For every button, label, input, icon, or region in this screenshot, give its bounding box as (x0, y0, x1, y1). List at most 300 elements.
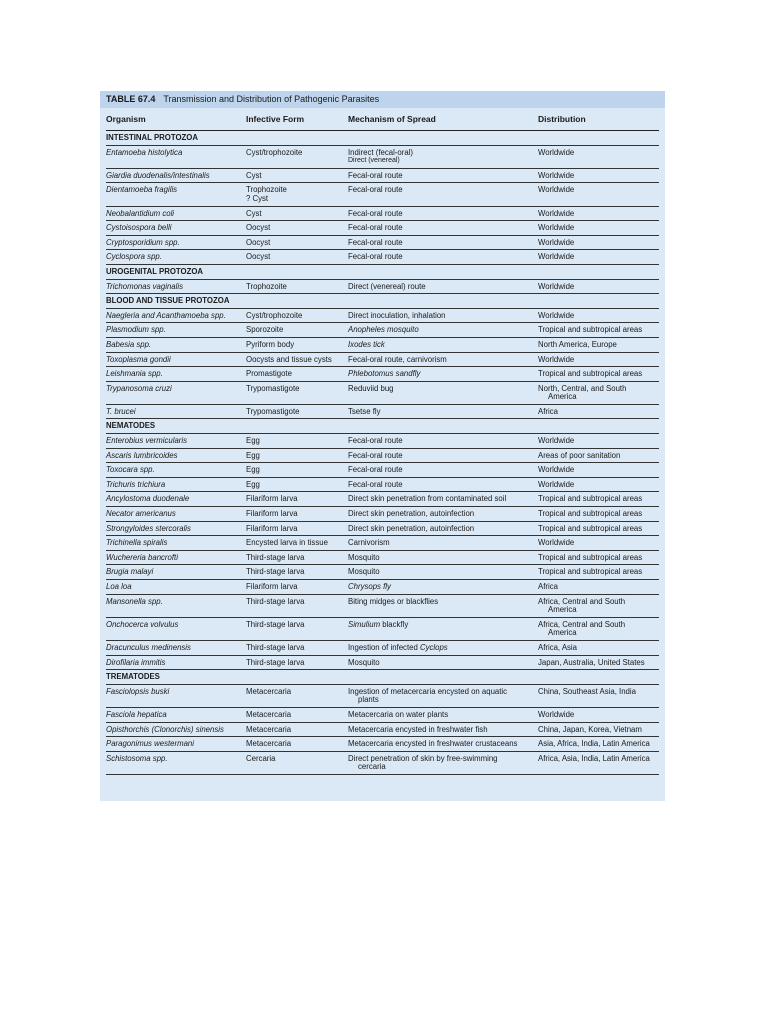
table-title-bar (100, 91, 665, 108)
organism-cell: Dirofilaria immitis (106, 657, 166, 667)
organism-cell: Toxocara spp. (106, 465, 155, 475)
mechanism-text: Chrysops fly (348, 582, 391, 591)
distribution-cell (538, 370, 659, 379)
infective-form-text: Third-stage larva (246, 657, 305, 667)
organism-cell: Ascaris lumbricoides (106, 450, 178, 460)
distribution-text: Worldwide (538, 224, 575, 233)
table-row (106, 309, 659, 324)
infective-form-text: Metacercaria (246, 709, 292, 719)
organism-cell: Leishmania spp. (106, 369, 163, 379)
infective-form-cell (246, 437, 348, 446)
distribution-cell (538, 740, 659, 749)
organism-cell: Cystoisospora belli (106, 223, 172, 233)
distribution-text: Tropical and subtropical areas (538, 495, 643, 504)
mechanism-text: Fecal-oral route (348, 223, 403, 233)
table-row (106, 207, 659, 222)
organism-cell: Schistosoma spp. (106, 753, 168, 763)
distribution-cell (538, 621, 659, 638)
distribution-cell (538, 659, 659, 668)
infective-form-cell (246, 711, 348, 720)
infective-form-text: Oocyst (246, 237, 271, 247)
mechanism-text-2: Direct (venereal) (348, 157, 400, 165)
infective-form-text: Cyst (246, 208, 262, 218)
distribution-cell (538, 172, 659, 181)
infective-form-cell (246, 481, 348, 490)
infective-form-text-2: ? Cyst (246, 193, 269, 203)
mechanism-cell (348, 452, 538, 461)
distribution-cell (538, 385, 659, 402)
mechanism-cell (348, 539, 538, 548)
table-row (106, 492, 659, 507)
infective-form-text: Cyst/trophozoite (246, 310, 303, 320)
table-number: TABLE 67.4 (106, 94, 156, 104)
mechanism-cell (348, 437, 538, 446)
distribution-text: Asia, Africa, India, Latin America (538, 740, 650, 749)
infective-form-cell (246, 356, 348, 365)
mechanism-cell (348, 253, 538, 262)
infective-form-cell (246, 283, 348, 292)
organism-cell: Trypanosoma cruzi (106, 383, 172, 393)
section-header: BLOOD AND TISSUE PROTOZOA (106, 294, 659, 309)
table-body (106, 131, 659, 775)
distribution-text: Worldwide (538, 171, 575, 180)
table-row (106, 449, 659, 464)
infective-form-cell (246, 172, 348, 181)
organism-cell: Dientamoeba fragilis (106, 185, 178, 195)
infective-form-cell (246, 740, 348, 749)
distribution-text: Worldwide (538, 710, 575, 719)
infective-form-cell (246, 568, 348, 577)
organism-cell: Ancylostoma duodenale (106, 494, 190, 504)
table-row (106, 146, 659, 169)
distribution-text: Worldwide (538, 282, 575, 291)
organism-cell: Enterobius vermicularis (106, 436, 188, 446)
distribution-text: Worldwide (538, 311, 575, 320)
distribution-text: Africa, Central and South (538, 597, 626, 606)
distribution-cell (538, 688, 659, 705)
infective-form-text: Egg (246, 465, 260, 475)
infective-form-cell (246, 149, 348, 166)
table-title: Transmission and Distribution of Pathogenic Parasites (163, 94, 380, 104)
mechanism-text: Direct skin penetration from contaminated soil (348, 494, 507, 504)
section-header: UROGENITAL PROTOZOA (106, 265, 659, 280)
mechanism-text: Ingestion of metacercaria encysted on aquatic (348, 686, 508, 696)
mechanism-cell (348, 312, 538, 321)
distribution-cell (538, 239, 659, 248)
mechanism-cell (348, 598, 538, 615)
organism-cell: Paragonimus westermani (106, 739, 194, 749)
table-row (106, 708, 659, 723)
mechanism-cell (348, 186, 538, 203)
table-row (106, 478, 659, 493)
infective-form-text: Filariform larva (246, 494, 298, 504)
mechanism-text: Carnivorism (348, 538, 390, 548)
organism-cell: Plasmodium spp. (106, 325, 166, 335)
mechanism-text: Phlebotomus sandfly (348, 369, 421, 379)
infective-form-cell (246, 688, 348, 705)
table-row (106, 752, 659, 775)
distribution-cell (538, 149, 659, 166)
organism-cell: Cryptosporidium spp. (106, 237, 180, 247)
table-row (106, 405, 659, 420)
distribution-text: Tropical and subtropical areas (538, 326, 643, 335)
distribution-cell (538, 341, 659, 350)
infective-form-text: Third-stage larva (246, 567, 305, 577)
infective-form-text: Metacercaria (246, 739, 292, 749)
organism-cell: Babesia spp. (106, 339, 152, 349)
organism-cell: Opisthorchis (Clonorchis) sinensis (106, 724, 224, 734)
distribution-text: Worldwide (538, 186, 575, 195)
organism-cell: Giardia duodenalis/intestinalis (106, 170, 210, 180)
mechanism-cell (348, 554, 538, 563)
distribution-cell (538, 253, 659, 262)
table-panel (100, 91, 665, 801)
mechanism-text: Metacercaria encysted in freshwater crustaceans (348, 739, 518, 749)
infective-form-text: Promastigote (246, 369, 292, 379)
mechanism-text: Fecal-oral route (348, 436, 403, 446)
organism-cell: Necator americanus (106, 509, 176, 519)
distribution-text: Worldwide (538, 480, 575, 489)
table-row (106, 737, 659, 752)
organism-cell: Naegleria and Acanthamoeba spp. (106, 310, 226, 320)
organism-cell: Wuchereria bancrofti (106, 552, 178, 562)
mechanism-cell (348, 149, 538, 166)
distribution-text-2: America (548, 605, 577, 615)
table-row (106, 565, 659, 580)
mechanism-text: Direct penetration of skin by free-swimming (348, 753, 498, 763)
mechanism-text: Metacercaria encysted in freshwater fish (348, 724, 488, 734)
mechanism-text: Reduviid bug (348, 383, 394, 393)
distribution-text: Worldwide (538, 437, 575, 446)
table-row (106, 338, 659, 353)
infective-form-text: Oocyst (246, 252, 271, 262)
distribution-cell (538, 481, 659, 490)
infective-form-text: Pyriform body (246, 339, 295, 349)
mechanism-vector: Cyclops (419, 642, 448, 652)
mechanism-vector: Simulium (348, 619, 381, 629)
infective-form-text: Sporozoite (246, 325, 284, 335)
mechanism-cell (348, 385, 538, 402)
infective-form-cell (246, 452, 348, 461)
distribution-text-2: America (548, 392, 577, 402)
table-row (106, 463, 659, 478)
mechanism-text: Ingestion of infected (348, 642, 420, 652)
mechanism-cell (348, 481, 538, 490)
mechanism-cell (348, 726, 538, 735)
infective-form-text: Trophozoite (246, 185, 287, 195)
organism-cell: Entamoeba histolytica (106, 147, 183, 157)
distribution-cell (538, 283, 659, 292)
infective-form-text: Filariform larva (246, 509, 298, 519)
organism-cell: Brugia malayi (106, 567, 154, 577)
mechanism-text: Anopheles mosquito (348, 325, 419, 335)
mechanism-cell (348, 568, 538, 577)
infective-form-cell (246, 495, 348, 504)
infective-form-text: Filariform larva (246, 523, 298, 533)
mechanism-cell (348, 408, 538, 417)
organism-cell: Loa loa (106, 582, 132, 591)
mechanism-cell (348, 239, 538, 248)
header-infective-form: Infective Form (246, 114, 305, 124)
section-header: NEMATODES (106, 419, 659, 434)
mechanism-text: Fecal-oral route (348, 208, 403, 218)
infective-form-cell (246, 726, 348, 735)
distribution-cell (538, 210, 659, 219)
organism-cell: Mansonella spp. (106, 596, 163, 606)
infective-form-text: Third-stage larva (246, 619, 305, 629)
distribution-cell (538, 495, 659, 504)
infective-form-text: Cyst (246, 170, 262, 180)
organism-cell: Fasciola hepatica (106, 709, 167, 719)
distribution-cell (538, 452, 659, 461)
header-mechanism: Mechanism of Spread (348, 114, 436, 124)
infective-form-text: Cyst/trophozoite (246, 147, 303, 157)
mechanism-text: Direct inoculation, inhalation (348, 310, 446, 320)
infective-form-cell (246, 312, 348, 321)
organism-cell: T. brucei (106, 406, 136, 416)
infective-form-text: Egg (246, 450, 260, 460)
distribution-cell (538, 711, 659, 720)
table-row (106, 323, 659, 338)
mechanism-cell (348, 644, 538, 653)
mechanism-cell (348, 370, 538, 379)
infective-form-cell (246, 385, 348, 402)
infective-form-text: Cercaria (246, 753, 276, 763)
distribution-cell (538, 583, 659, 592)
table-row (106, 236, 659, 251)
infective-form-cell (246, 210, 348, 219)
mechanism-text-2: plants (358, 695, 379, 705)
infective-form-text: Trophozoite (246, 281, 287, 291)
mechanism-cell (348, 495, 538, 504)
infective-form-cell (246, 510, 348, 519)
mechanism-text: Fecal-oral route (348, 237, 403, 247)
organism-cell: Dracunculus medinensis (106, 642, 191, 652)
infective-form-cell (246, 466, 348, 475)
mechanism-cell (348, 341, 538, 350)
infective-form-cell (246, 755, 348, 772)
table-row (106, 536, 659, 551)
mechanism-text: blackfly (380, 619, 409, 629)
mechanism-cell (348, 583, 538, 592)
distribution-cell (538, 408, 659, 417)
table-row (106, 595, 659, 618)
table-header-row (106, 108, 659, 131)
distribution-cell (538, 598, 659, 615)
mechanism-text: Fecal-oral route (348, 465, 403, 475)
infective-form-cell (246, 598, 348, 615)
mechanism-text: Direct skin penetration, autoinfection (348, 509, 475, 519)
table-row (106, 551, 659, 566)
distribution-text: Worldwide (538, 466, 575, 475)
table-row (106, 618, 659, 641)
table-row (106, 641, 659, 656)
mechanism-cell (348, 510, 538, 519)
organism-cell: Cyclospora spp. (106, 252, 162, 262)
table-row (106, 367, 659, 382)
infective-form-cell (246, 525, 348, 534)
distribution-text: Worldwide (538, 209, 575, 218)
organism-cell: Toxoplasma gondii (106, 354, 171, 364)
mechanism-text: Direct (venereal) route (348, 281, 426, 291)
section-header: TREMATODES (106, 670, 659, 685)
mechanism-cell (348, 740, 538, 749)
mechanism-cell (348, 659, 538, 668)
organism-cell: Trichuris trichiura (106, 479, 166, 489)
infective-form-cell (246, 186, 348, 203)
distribution-text: Areas of poor sanitation (538, 451, 621, 460)
distribution-cell (538, 568, 659, 577)
distribution-cell (538, 510, 659, 519)
organism-cell: Strongyloides stercoralis (106, 523, 191, 533)
organism-cell: Trichomonas vaginalis (106, 281, 183, 291)
distribution-cell (538, 644, 659, 653)
mechanism-cell (348, 283, 538, 292)
mechanism-cell (348, 356, 538, 365)
infective-form-text: Third-stage larva (246, 552, 305, 562)
mechanism-text: Mosquito (348, 567, 380, 577)
distribution-cell (538, 554, 659, 563)
mechanism-text: Ixodes tick (348, 339, 385, 349)
distribution-text: Tropical and subtropical areas (538, 510, 643, 519)
infective-form-text: Trypomastigote (246, 406, 300, 416)
mechanism-text: Indirect (fecal-oral) (348, 147, 413, 157)
distribution-cell (538, 539, 659, 548)
table-row (106, 221, 659, 236)
distribution-text: Africa (538, 583, 558, 591)
mechanism-cell (348, 224, 538, 233)
mechanism-cell (348, 525, 538, 534)
infective-form-text: Egg (246, 436, 260, 446)
table-row (106, 382, 659, 405)
mechanism-text: Fecal-oral route (348, 170, 403, 180)
distribution-text: Africa (538, 407, 558, 416)
distribution-text: China, Japan, Korea, Vietnam (538, 725, 642, 734)
table-row (106, 656, 659, 671)
table-row (106, 183, 659, 206)
infective-form-cell (246, 659, 348, 668)
distribution-cell (538, 186, 659, 203)
infective-form-cell (246, 644, 348, 653)
distribution-text: Worldwide (538, 355, 575, 364)
table-row (106, 250, 659, 265)
organism-cell: Neobalantidium coli (106, 208, 175, 218)
infective-form-cell (246, 326, 348, 335)
distribution-cell (538, 525, 659, 534)
mechanism-text: Biting midges or blackflies (348, 596, 439, 606)
parasite-table (106, 108, 659, 775)
table-row (106, 507, 659, 522)
distribution-text: North America, Europe (538, 340, 617, 349)
table-row (106, 723, 659, 738)
distribution-cell (538, 312, 659, 321)
distribution-cell (538, 726, 659, 735)
distribution-text: Worldwide (538, 253, 575, 262)
infective-form-text: Third-stage larva (246, 642, 305, 652)
section-header: INTESTINAL PROTOZOA (106, 131, 659, 146)
organism-cell: Fasciolopsis buski (106, 686, 170, 696)
distribution-text: Tropical and subtropical areas (538, 524, 643, 533)
mechanism-text: Mosquito (348, 552, 380, 562)
distribution-text: Worldwide (538, 148, 575, 157)
distribution-text: Tropical and subtropical areas (538, 568, 643, 577)
infective-form-text: Filariform larva (246, 582, 298, 591)
mechanism-cell (348, 172, 538, 181)
distribution-text: Tropical and subtropical areas (538, 553, 643, 562)
table-row (106, 169, 659, 184)
infective-form-cell (246, 370, 348, 379)
infective-form-cell (246, 621, 348, 638)
mechanism-text: Fecal-oral route, carnivorism (348, 354, 447, 364)
table-row (106, 522, 659, 537)
table-row (106, 353, 659, 368)
mechanism-cell (348, 755, 538, 772)
organism-cell: Trichinella spiralis (106, 538, 168, 548)
mechanism-text: Tsetse fly (348, 406, 381, 416)
distribution-cell (538, 356, 659, 365)
mechanism-text: Direct skin penetration, autoinfection (348, 523, 475, 533)
infective-form-text: Metacercaria (246, 724, 292, 734)
mechanism-text: Mosquito (348, 657, 380, 667)
mechanism-cell (348, 326, 538, 335)
infective-form-text: Oocysts and tissue cysts (246, 354, 332, 364)
mechanism-text: Fecal-oral route (348, 252, 403, 262)
infective-form-cell (246, 539, 348, 548)
distribution-text: Tropical and subtropical areas (538, 370, 643, 379)
distribution-text: China, Southeast Asia, India (538, 687, 636, 696)
distribution-text: Africa, Asia (538, 643, 577, 652)
distribution-text: Japan, Australia, United States (538, 658, 645, 667)
infective-form-text: Oocyst (246, 223, 271, 233)
infective-form-text: Metacercaria (246, 686, 292, 696)
distribution-text: Africa, Central and South (538, 620, 626, 629)
mechanism-cell (348, 711, 538, 720)
infective-form-cell (246, 554, 348, 563)
mechanism-text: Fecal-oral route (348, 185, 403, 195)
mechanism-text: Fecal-oral route (348, 450, 403, 460)
mechanism-cell (348, 210, 538, 219)
infective-form-cell (246, 341, 348, 350)
infective-form-text: Trypomastigote (246, 383, 300, 393)
mechanism-cell (348, 621, 538, 638)
distribution-text-2: America (548, 628, 577, 638)
table-row (106, 580, 659, 595)
distribution-cell (538, 755, 659, 772)
distribution-text: Worldwide (538, 539, 575, 548)
mechanism-text-2: cercaria (358, 762, 386, 772)
infective-form-text: Third-stage larva (246, 596, 305, 606)
table-row (106, 434, 659, 449)
mechanism-cell (348, 466, 538, 475)
infective-form-cell (246, 408, 348, 417)
organism-cell: Onchocerca volvulus (106, 619, 179, 629)
infective-form-text: Encysted larva in tissue (246, 538, 328, 548)
infective-form-cell (246, 224, 348, 233)
table-row (106, 280, 659, 295)
header-distribution: Distribution (538, 114, 586, 124)
distribution-cell (538, 466, 659, 475)
infective-form-cell (246, 583, 348, 592)
distribution-text: Africa, Asia, India, Latin America (538, 754, 650, 763)
distribution-text: North, Central, and South (538, 384, 627, 393)
distribution-cell (538, 326, 659, 335)
mechanism-text: Metacercaria on water plants (348, 709, 449, 719)
header-organism: Organism (106, 114, 146, 124)
distribution-text: Worldwide (538, 238, 575, 247)
mechanism-cell (348, 688, 538, 705)
distribution-cell (538, 437, 659, 446)
infective-form-cell (246, 239, 348, 248)
